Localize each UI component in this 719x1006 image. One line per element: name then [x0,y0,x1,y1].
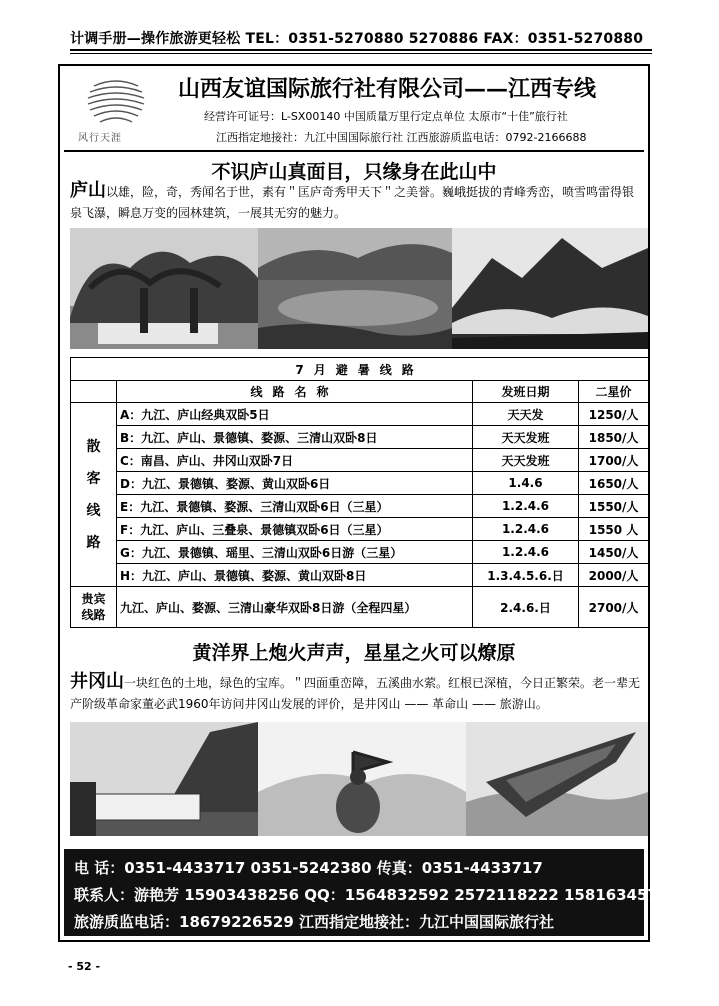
vip-label: 贵宾线路 [71,587,117,628]
contact-phones: 电 话：0351-4433717 0351-5242380 传真：0351-4433717 [74,859,543,877]
route-price: 1250/人 [579,403,649,426]
table-row [71,472,649,495]
header-rule-thin [70,53,652,54]
route-date: 天天发 [473,403,579,426]
group-label: 散客线路 [71,403,117,587]
lushan-photo-lake [258,228,452,349]
jinggangshan-intro [70,671,644,715]
table-row [71,403,649,426]
route-name: C：南昌、庐山、井冈山双卧7日 [117,449,473,472]
jinggangshan-photo-monument [70,722,258,836]
route-price: 1450/人 [579,541,649,564]
lushan-heading: 不识庐山真面目，只缘身在此山中 [211,161,497,183]
route-name: G：九江、景德镇、瑶里、三清山双卧6日游（三星） [117,541,473,564]
lushan-photo-villa [70,228,258,349]
route-date: 天天发班 [473,426,579,449]
route-price: 1550 人 [579,518,649,541]
lushan-intro-text: 以雄，险，奇，秀闻名于世，素有＂匡庐奇秀甲天下＂之美誉。巍峨挺拔的青峰秀峦，喷雪鸣雷得银泉飞瀑，瞬息万变的园林建筑，一展其无穷的魅力。 [70,185,635,220]
route-date: 1.2.4.6 [473,518,579,541]
license-line: 经营许可证号：L-SX00140 中国质量万里行定点单位 太原市“十佳”旅行社 [204,110,568,123]
table-row [71,564,649,587]
contact-bar [64,849,669,936]
agency-line: 江西指定地接社：九江中国国际旅行社 江西旅游质监电话：0792-2166688 [216,131,587,144]
route-price: 1700/人 [579,449,649,472]
section-divider [64,150,644,152]
route-price: 1550/人 [579,495,649,518]
route-name: F：九江、庐山、三叠泉、景德镇双卧6日（三星） [117,518,473,541]
route-name: B：九江、庐山、景德镇、婺源、三清山双卧8日 [117,426,473,449]
route-date: 天天发班 [473,449,579,472]
jinggangshan-intro-text: 一块红色的土地，绿色的宝库。＂四面重峦障，五溪曲水萦。红根已深植，今日正繁荣。老一辈无产阶级革命家董必武1960年访问井冈山发展的评价，是井冈山 —— 革命山 —— 旅游山。 [70,676,641,711]
table-row [71,449,649,472]
lushan-intro [70,180,644,224]
route-name: H：九江、庐山、景德镇、婺源、黄山双卧8日 [117,564,473,587]
route-name: E：九江、景德镇、婺源、三清山双卧6日（三星） [117,495,473,518]
contact-quality: 旅游质监电话：18679226529 江西指定地接社：九江中国国际旅行社 [74,913,555,931]
route-price: 2700/人 [579,587,649,628]
route-price: 2000/人 [579,564,649,587]
route-price: 1650/人 [579,472,649,495]
route-date: 1.3.4.5.6.日 [473,564,579,587]
route-date: 2.4.6.日 [473,587,579,628]
header-blank [71,381,117,403]
route-name: A：九江、庐山经典双卧5日 [117,403,473,426]
header-route-name: 线路名称 [117,381,473,403]
header-price: 二星价 [579,381,649,403]
jinggangshan-heading: 黄洋界上炮火声声，星星之火可以燎原 [192,642,516,664]
route-table-title: 7月避暑线路 [71,358,649,381]
page-number: - 52 - [68,960,101,973]
logo-caption: 风行天涯 [78,133,122,144]
table-row [71,495,649,518]
table-row [71,426,649,449]
route-date: 1.2.4.6 [473,541,579,564]
header-depart-date: 发班日期 [473,381,579,403]
table-row [71,541,649,564]
table-row-vip [71,587,649,628]
jinggangshan-name: 井冈山 [70,671,124,692]
route-table [70,357,649,628]
route-price: 1850/人 [579,426,649,449]
header-rule-thick [70,49,652,51]
jinggangshan-photo-statue [258,722,466,836]
lushan-name: 庐山 [70,180,106,201]
company-name: 山西友谊国际旅行社有限公司——江西专线 [178,76,597,102]
contact-people: 联系人：游艳芳 15903438256 QQ：1564832592 2572118222 1581634574 [74,886,669,904]
jinggangshan-photo-sculpture [466,722,648,836]
route-name: D：九江、景德镇、婺源、黄山双卧6日 [117,472,473,495]
route-date: 1.2.4.6 [473,495,579,518]
route-date: 1.4.6 [473,472,579,495]
table-row [71,518,649,541]
route-name: 九江、庐山、婺源、三清山豪华双卧8日游（全程四星） [117,587,473,628]
running-header: 计调手册—操作旅游更轻松 TEL：0351-5270880 5270886 FAX：0351-5270880 [70,31,644,47]
lushan-photo-clouds [452,228,648,349]
